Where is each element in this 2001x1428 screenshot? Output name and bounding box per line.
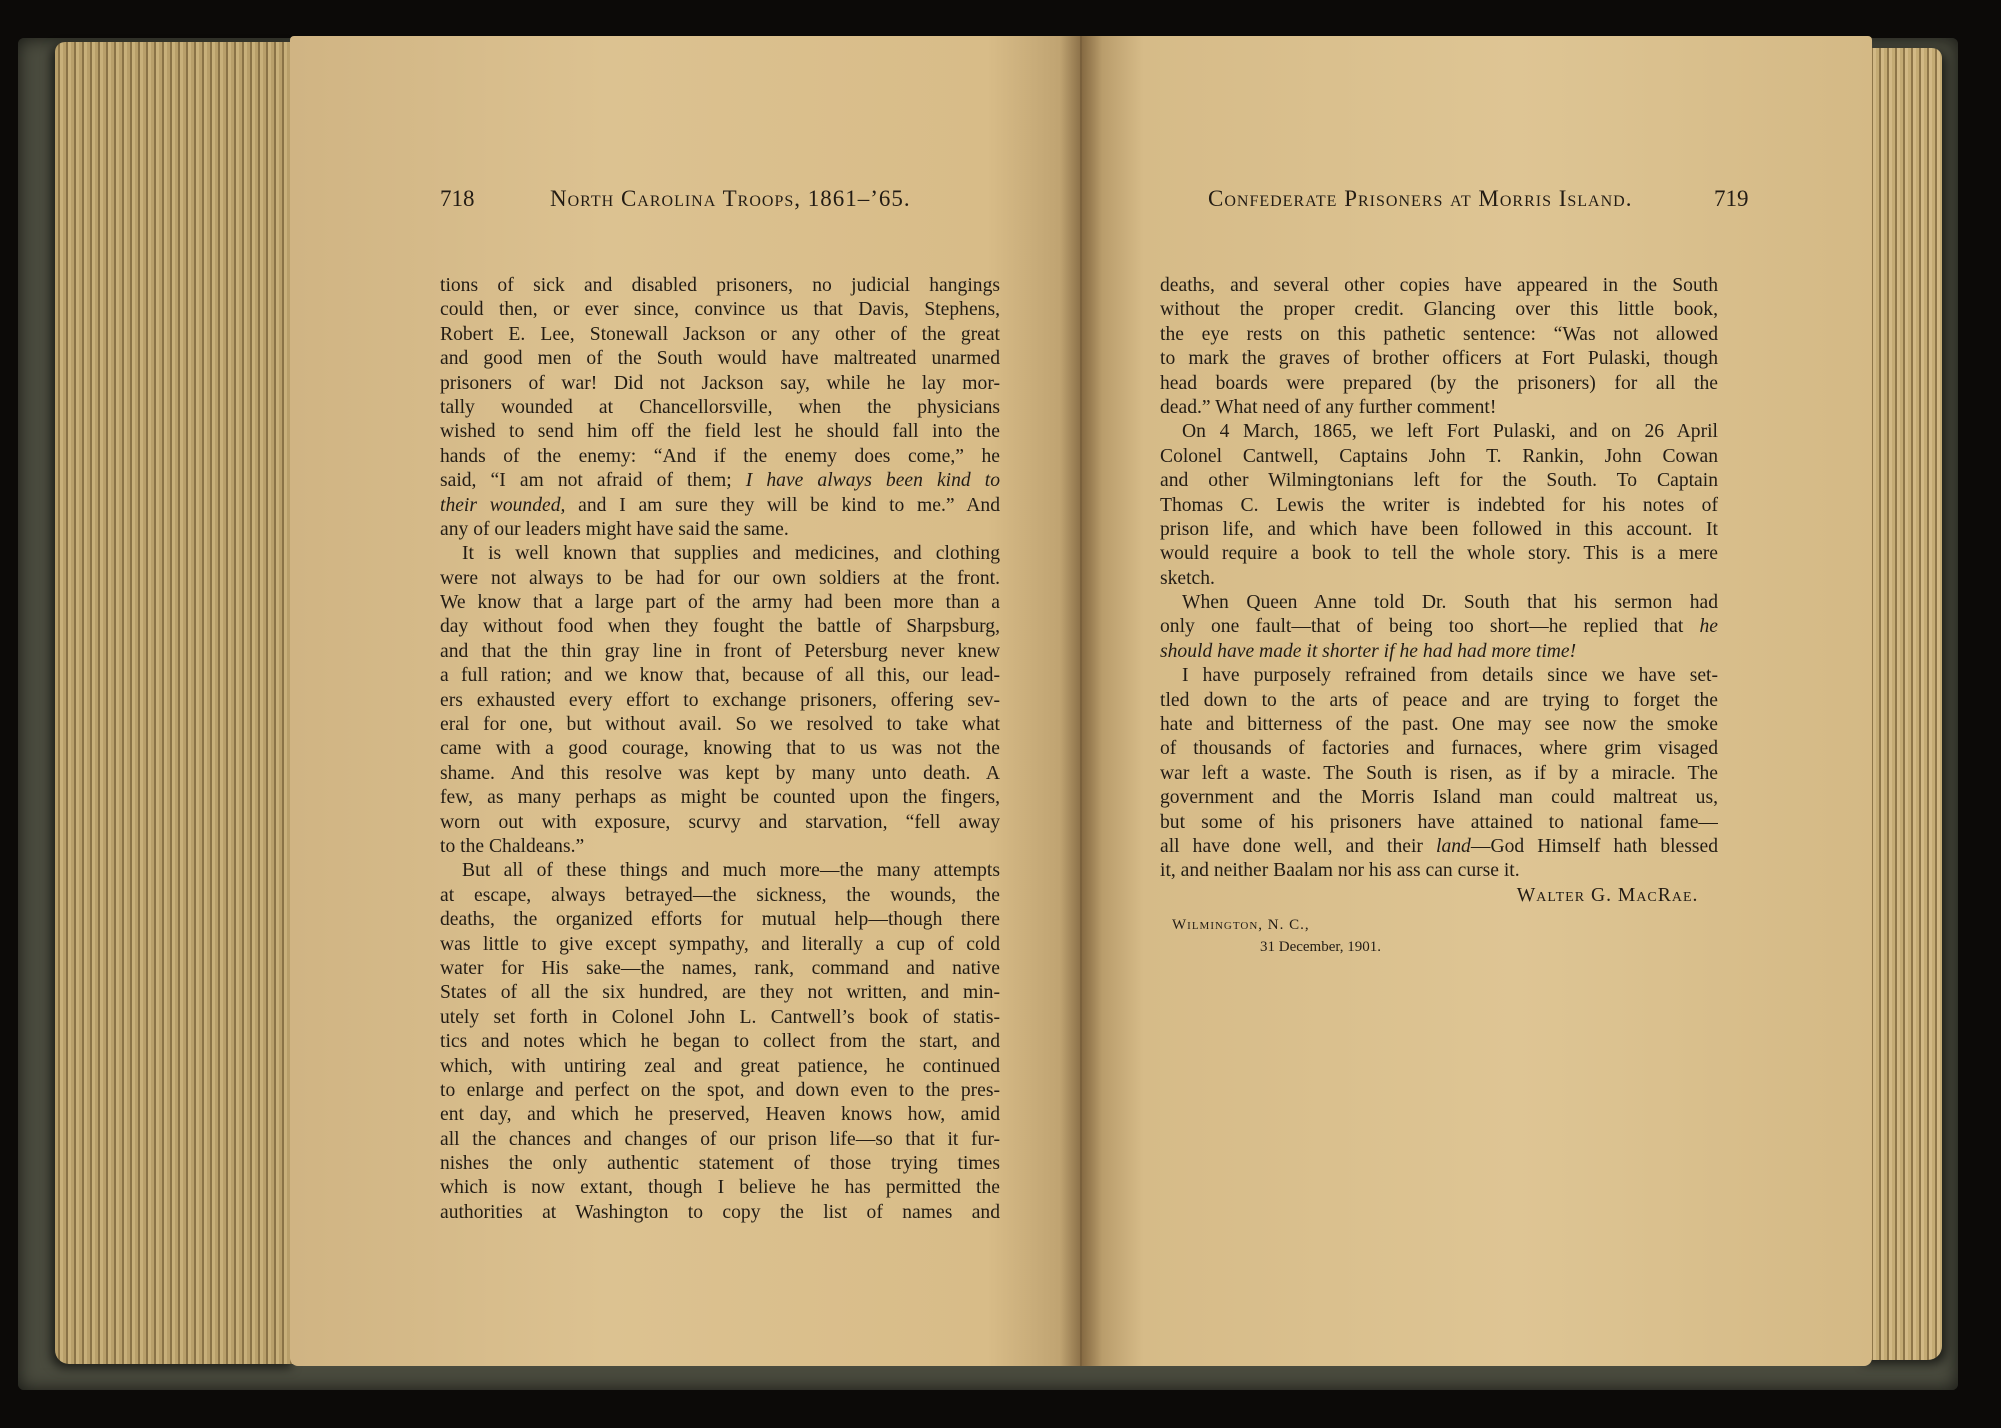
text-line: Thomas C. Lewis the writer is indebted for his notes of	[1160, 494, 1718, 516]
text-line: would require a book to tell the whole story. This is a mere	[1160, 543, 1718, 565]
text-line: should have made it shorter if he had had more time!	[1160, 640, 1577, 662]
text-line: which is now extant, though I believe he has permitted the	[440, 1177, 1000, 1199]
text-line: the eye rests on this pathetic sentence: “Was not allowed	[1160, 323, 1718, 345]
text-line: water for His sake—the names, rank, command and native	[440, 957, 1000, 979]
left-page-header	[440, 186, 1020, 226]
text-line: tions of sick and disabled prisoners, no judicial hangings	[440, 275, 1000, 296]
text-line: hate and bitterness of the past. One may see now the smoke	[1160, 714, 1718, 736]
text-line: On 4 March, 1865, we left Fort Pulaski, and on 26 April	[1182, 421, 1718, 443]
text-line: tics and notes which he began to collect from the start, and	[440, 1031, 1000, 1053]
text-line: was little to give except sympathy, and literally a cup of cold	[440, 933, 1000, 955]
right-page-number: 719	[1714, 186, 1749, 211]
text-line: all the chances and changes of our prison life—so that it fur-	[440, 1128, 1000, 1150]
text-line: When Queen Anne told Dr. South that his sermon had	[1182, 592, 1718, 614]
text-line: sketch.	[1160, 567, 1215, 589]
text-line: hands of the enemy: “And if the enemy does come,” he	[440, 445, 1000, 467]
text-line: at escape, always betrayed—the sickness, the wounds, the	[440, 884, 1000, 906]
text-line: It is well known that supplies and medicines, and clothing	[462, 543, 1000, 565]
text-line: government and the Morris Island man could maltreat us,	[1160, 787, 1718, 809]
text-line: any of our leaders might have said the same.	[440, 518, 789, 540]
text-line: it, and neither Baalam nor his ass can curse it.	[1160, 860, 1520, 882]
text-line: of thousands of factories and furnaces, where grim visaged	[1160, 738, 1718, 760]
text-line: utely set forth in Colonel John L. Cantwell’s book of statis-	[440, 1006, 1000, 1028]
text-line: prisoners of war! Did not Jackson say, while he lay mor-	[440, 372, 1000, 394]
text-line: I have purposely refrained from details since we have set-	[1182, 665, 1718, 687]
text-line: tled down to the arts of peace and are trying to forget the	[1160, 689, 1718, 711]
text-line: and that the thin gray line in front of Petersburg never knew	[440, 640, 1000, 662]
text-line: a full ration; and we know that, because of all this, our lead-	[440, 665, 1000, 687]
text-line: States of all the six hundred, are they not written, and min-	[440, 982, 1000, 1004]
author-signature: Walter G. MacRae.	[1516, 884, 1699, 906]
right-page-text	[1160, 274, 1718, 958]
text-line: prison life, and which have been followed in this account. It	[1160, 518, 1718, 540]
book-gutter	[1060, 36, 1102, 1366]
right-page-header	[1208, 186, 1768, 226]
text-line: and good men of the South would have maltreated unarmed	[440, 348, 1000, 370]
text-line: deaths, the organized efforts for mutual help—though there	[440, 909, 1000, 931]
text-line: and other Wilmingtonians left for the South. To Captain	[1160, 470, 1718, 492]
text-line: authorities at Washington to copy the list of names and	[440, 1201, 1000, 1223]
dateline-date: 31 December, 1901.	[1260, 939, 1382, 956]
left-page	[290, 36, 1082, 1366]
text-line: which, with untiring zeal and great patience, he continued	[440, 1055, 1000, 1077]
text-line: ent day, and which he preserved, Heaven knows how, amid	[440, 1104, 1000, 1126]
left-page-edges	[55, 42, 295, 1364]
text-line-mixed: their wounded, and I am sure they will be kind to me.” And	[440, 494, 1000, 516]
text-line: to enlarge and perfect on the spot, and down even to the pres-	[440, 1079, 1000, 1101]
text-line-mixed: said, “I am not afraid of them; I have always been kind to	[440, 470, 1000, 492]
text-line: We know that a large part of the army had been more than a	[440, 592, 1000, 614]
text-line: without the proper credit. Glancing over this little book,	[1160, 299, 1718, 321]
text-line: came with a good courage, knowing that to us was not the	[440, 738, 1000, 760]
text-line: to mark the graves of brother officers at Fort Pulaski, though	[1160, 348, 1718, 370]
left-page-text	[440, 274, 1000, 1225]
right-page-edges	[1860, 48, 1942, 1360]
left-running-head: North Carolina Troops, 1861–’65.	[550, 186, 911, 211]
text-line: dead.” What need of any further comment!	[1160, 396, 1497, 418]
text-line: Robert E. Lee, Stonewall Jackson or any other of the great	[440, 323, 1000, 345]
text-line: were not always to be had for our own soldiers at the front.	[440, 567, 1000, 589]
text-line-mixed: all have done well, and their land—God Himself hath blessed	[1160, 835, 1718, 857]
text-line: head boards were prepared (by the prisoners) for all the	[1160, 372, 1718, 394]
text-line: tally wounded at Chancellorsville, when the physicians	[440, 396, 1000, 418]
text-line: ers exhausted every effort to exchange prisoners, offering sev-	[440, 689, 1000, 711]
text-line: to the Chaldeans.”	[440, 835, 585, 857]
text-line: war left a waste. The South is risen, as if by a miracle. The	[1160, 762, 1718, 784]
right-page	[1080, 36, 1872, 1366]
text-line: But all of these things and much more—the many attempts	[462, 860, 1000, 882]
text-line: day without food when they fought the battle of Sharpsburg,	[440, 616, 1000, 638]
text-line: worn out with exposure, scurvy and starvation, “fell away	[440, 811, 1000, 833]
dateline	[1160, 914, 1718, 958]
text-line: Colonel Cantwell, Captains John T. Rankin, John Cowan	[1160, 445, 1718, 467]
text-line: deaths, and several other copies have appeared in the South	[1160, 275, 1718, 296]
dateline-place: Wilmington, N. C.,	[1172, 917, 1310, 934]
right-running-head: Confederate Prisoners at Morris Island.	[1208, 186, 1633, 211]
text-line: nishes the only authentic statement of those trying times	[440, 1153, 1000, 1175]
text-line: shame. And this resolve was kept by many unto death. A	[440, 762, 1000, 784]
text-line: wished to send him off the field lest he should fall into the	[440, 421, 1000, 443]
text-line: could then, or ever since, convince us that Davis, Stephens,	[440, 299, 1000, 321]
left-page-number: 718	[440, 186, 475, 211]
text-line-mixed: only one fault—that of being too short—he replied that he	[1160, 616, 1718, 638]
text-line: eral for one, but without avail. So we resolved to take what	[440, 714, 1000, 736]
text-line: but some of his prisoners have attained to national fame—	[1160, 811, 1718, 833]
text-line: few, as many perhaps as might be counted upon the fingers,	[440, 787, 1000, 809]
